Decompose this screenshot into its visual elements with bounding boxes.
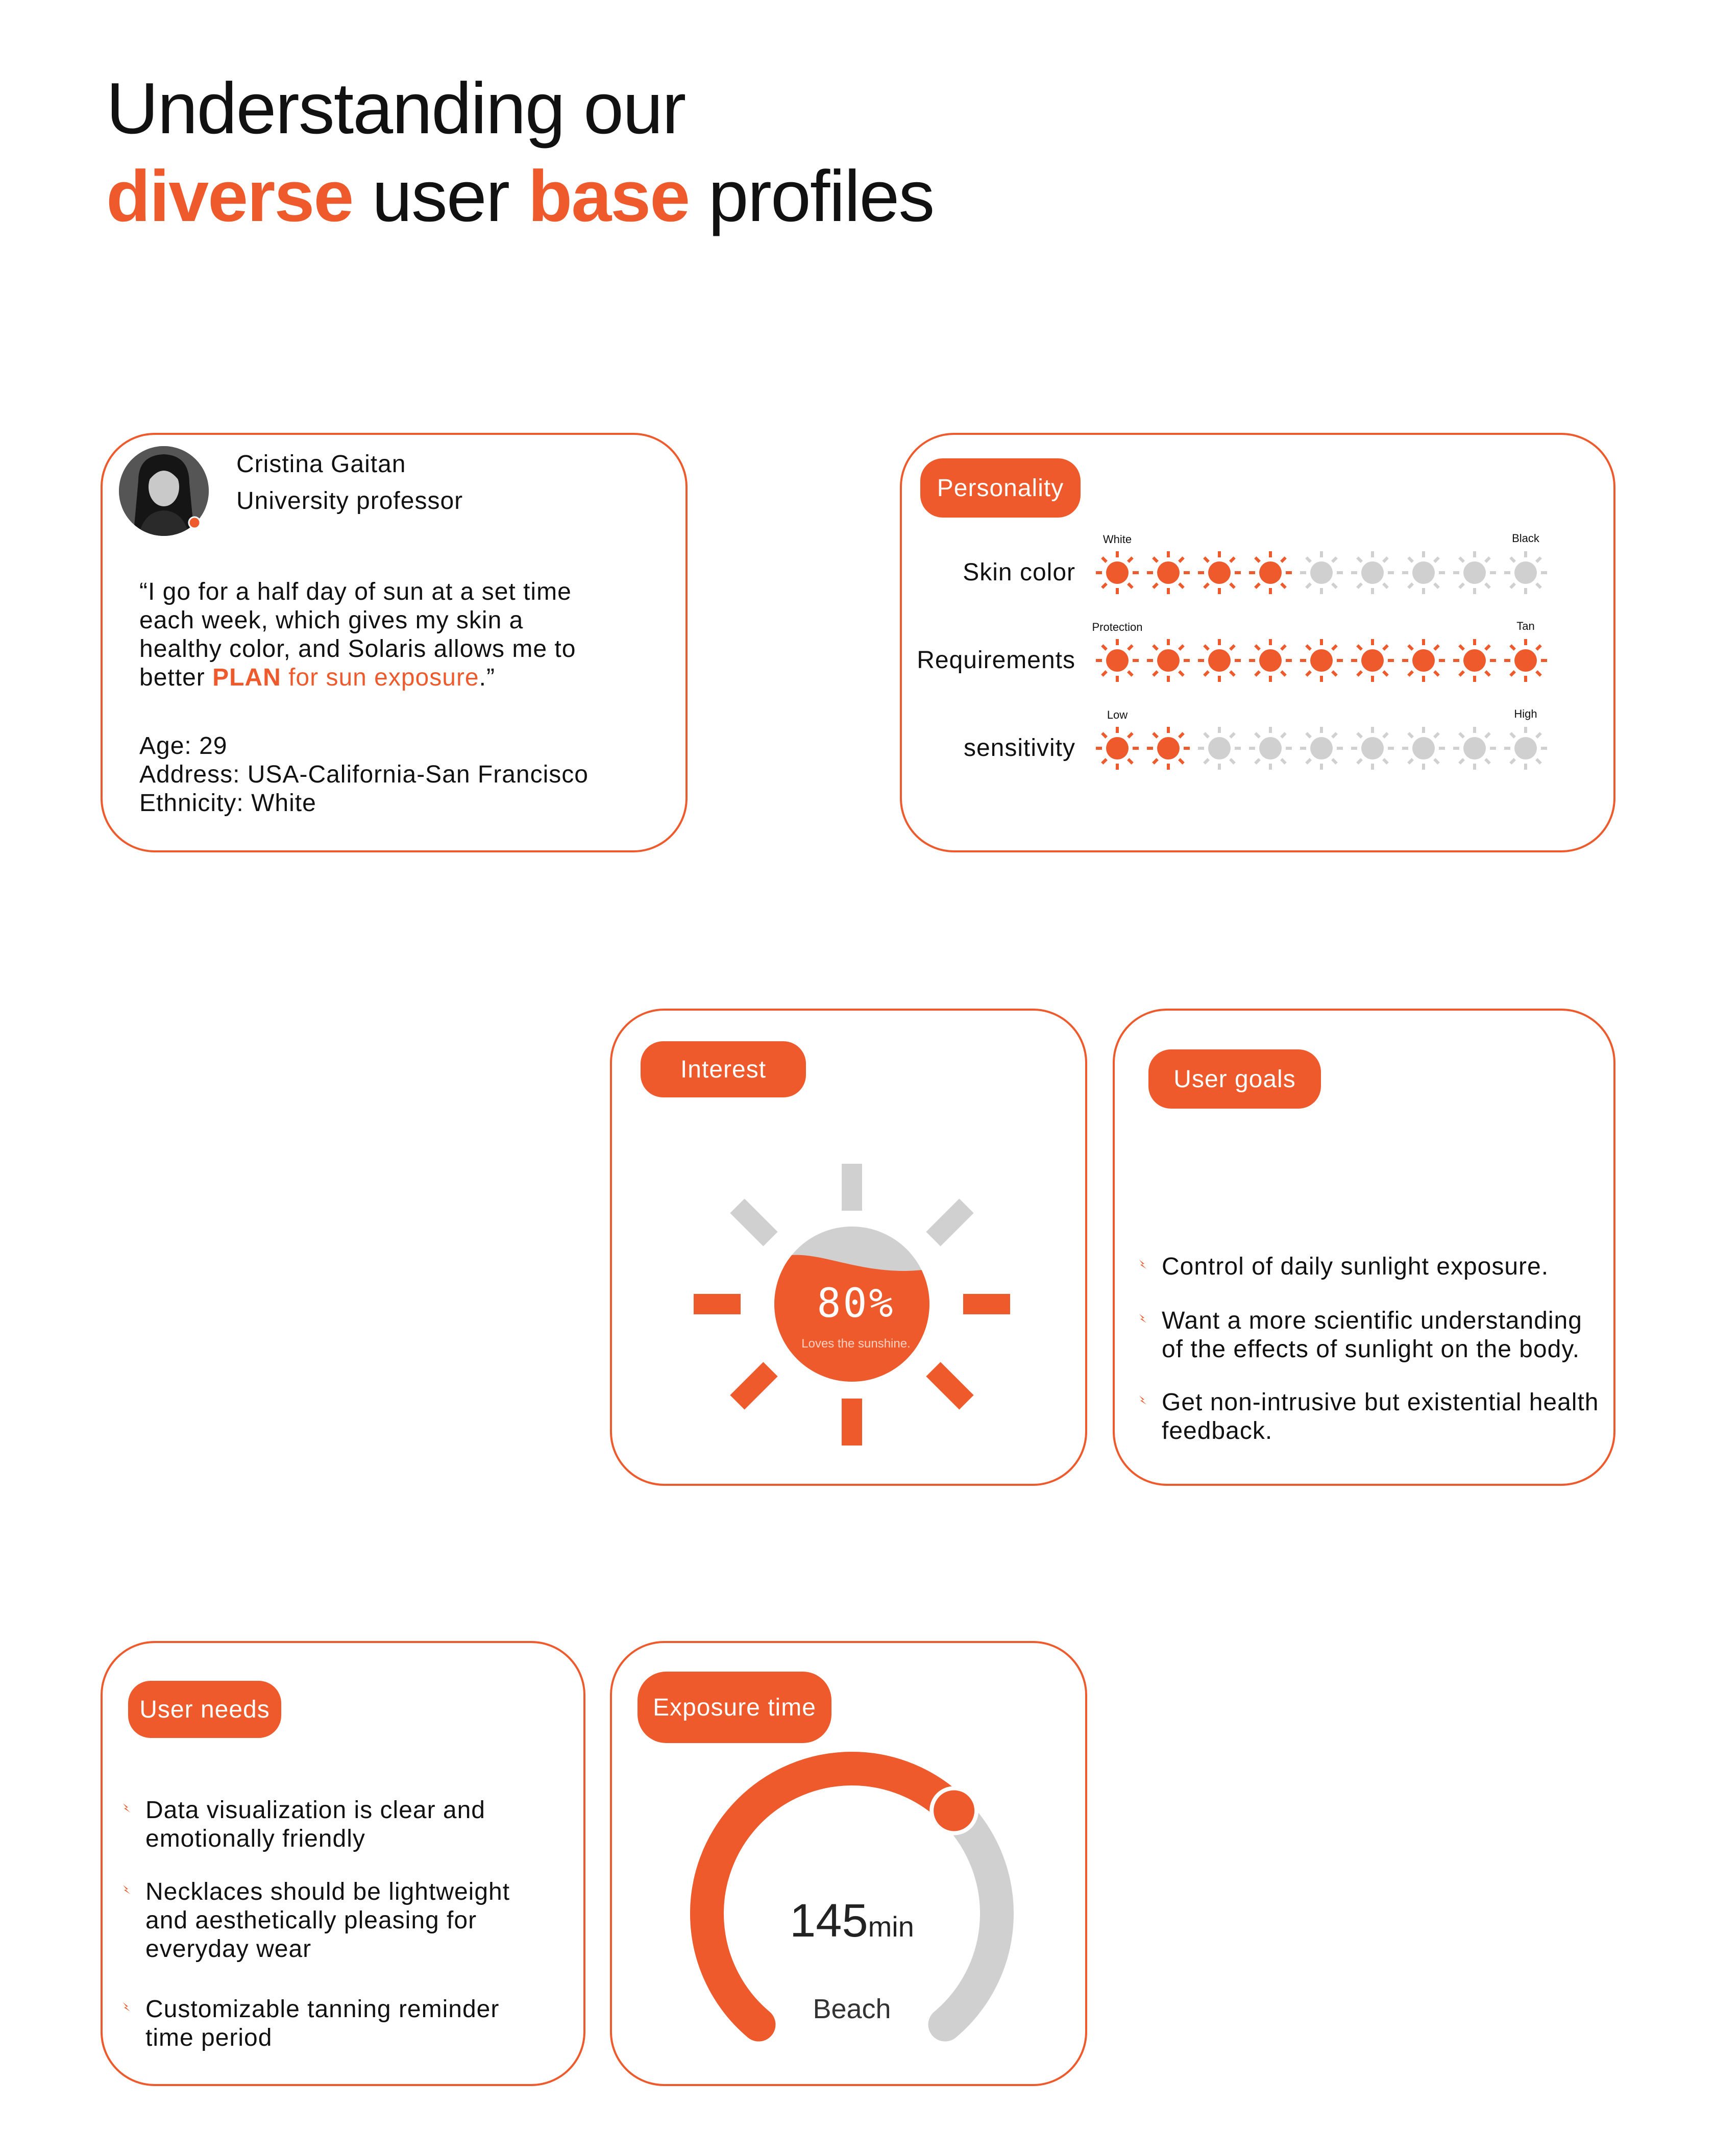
ray-bottom-right xyxy=(926,1362,973,1409)
sun-icon xyxy=(1504,727,1547,770)
sun-icon xyxy=(1300,551,1343,594)
list-item-text: Want a more scientific understanding of the effects of sunlight on the body. xyxy=(1162,1307,1582,1363)
needs-card xyxy=(101,1641,585,2086)
scale-label-min: White xyxy=(1102,533,1132,546)
exposure-gauge xyxy=(673,1745,1031,2062)
sun-icon xyxy=(1504,551,1547,594)
title-word-base: base xyxy=(528,156,690,237)
goals-list xyxy=(1115,1011,1618,1488)
ray-right xyxy=(963,1294,1010,1314)
quote-text: “I go for a half day of sun at a set time each week, which gives my skin a healthy color, and Solaris allows me to better xyxy=(139,578,576,691)
title-word-diverse: diverse xyxy=(106,156,353,237)
scale-label-min: Low xyxy=(1107,708,1128,721)
exposure-location: Beach xyxy=(813,1994,891,2024)
list-item xyxy=(145,1796,554,1853)
profile-address: Address: USA-California-San Francisco xyxy=(139,761,589,788)
sun-icon xyxy=(1504,639,1547,682)
interest-tag: Interest xyxy=(641,1041,806,1097)
sun-icon xyxy=(1249,639,1292,682)
list-item xyxy=(1162,1253,1601,1281)
personality-row-label: Skin color xyxy=(963,559,1075,586)
sun-rating-row xyxy=(1092,635,1602,686)
title-word-user: user xyxy=(353,156,528,237)
sun-icon xyxy=(1198,551,1241,594)
page-title-line2 xyxy=(106,153,934,240)
ray-left xyxy=(694,1294,741,1314)
interest-percent: 80% xyxy=(817,1281,895,1327)
interest-card xyxy=(610,1009,1087,1486)
gauge-knob[interactable] xyxy=(932,1788,976,1833)
bolt-icon xyxy=(121,2001,132,2013)
goals-tag: User goals xyxy=(1148,1049,1321,1109)
sun-icon xyxy=(1300,727,1343,770)
list-item xyxy=(145,1878,554,1964)
portrait-avatar-icon xyxy=(118,445,210,537)
exposure-unit: min xyxy=(868,1910,914,1943)
exposure-value: 145 xyxy=(790,1895,868,1947)
page-title-line1 xyxy=(106,65,685,152)
bolt-icon xyxy=(1137,1259,1148,1270)
list-item-text: Control of daily sunlight exposure. xyxy=(1162,1253,1549,1280)
title-word-profiles: profiles xyxy=(689,156,934,237)
interest-caption: Loves the sunshine. xyxy=(801,1337,911,1351)
ray-top-left xyxy=(730,1198,777,1246)
sun-icon xyxy=(1096,727,1139,770)
sun-icon xyxy=(1453,639,1496,682)
exposure-readout xyxy=(790,1895,914,1947)
sun-icon xyxy=(1249,727,1292,770)
sun-icon xyxy=(1351,727,1394,770)
bolt-icon xyxy=(121,1802,132,1814)
exposure-tag: Exposure time xyxy=(638,1672,831,1743)
ray-bottom-left xyxy=(730,1362,777,1409)
list-item-text: Get non-intrusive but existential health feedback. xyxy=(1162,1389,1599,1444)
ray-bottom xyxy=(842,1399,862,1446)
profile-name: Cristina Gaitan xyxy=(236,451,406,478)
sun-icon xyxy=(1453,727,1496,770)
title-text: Understanding our xyxy=(106,68,685,149)
interest-sun-gauge xyxy=(694,1164,1010,1450)
ray-top-right xyxy=(926,1198,973,1246)
list-item-text: Data visualization is clear and emotionally friendly xyxy=(145,1797,485,1852)
personality-tag: Personality xyxy=(920,458,1081,518)
personality-card xyxy=(900,433,1615,852)
list-item-text: Customizable tanning reminder time period xyxy=(145,1996,500,2051)
needs-list xyxy=(103,1643,587,2088)
sun-icon xyxy=(1147,727,1190,770)
sun-icon xyxy=(1147,639,1190,682)
bolt-icon xyxy=(1137,1394,1148,1406)
sun-icon xyxy=(1198,639,1241,682)
goals-card xyxy=(1113,1009,1615,1486)
sun-icon xyxy=(1300,639,1343,682)
sun-icon xyxy=(1096,551,1139,594)
profile-occupation: University professor xyxy=(236,487,463,514)
personality-rows xyxy=(902,435,1618,854)
exposure-card xyxy=(610,1641,1087,2086)
sun-icon xyxy=(1402,727,1445,770)
sun-icon xyxy=(1402,639,1445,682)
sun-rating-row xyxy=(1092,547,1602,598)
quote-highlight-plan: PLAN xyxy=(212,664,281,691)
sun-icon xyxy=(1198,727,1241,770)
sun-icon xyxy=(1453,551,1496,594)
profile-ethnicity: Ethnicity: White xyxy=(139,790,316,817)
needs-tag: User needs xyxy=(128,1681,281,1738)
bolt-icon xyxy=(1137,1313,1148,1324)
list-item-text: Necklaces should be lightweight and aesthetically pleasing for everyday wear xyxy=(145,1878,510,1963)
scale-label-max: Tan xyxy=(1516,620,1535,632)
sun-rating-row xyxy=(1092,723,1602,774)
avatar xyxy=(118,445,210,537)
profile-card xyxy=(101,433,688,852)
list-item xyxy=(145,1995,554,2052)
list-item xyxy=(1162,1307,1601,1364)
scale-label-min: Protection xyxy=(1092,621,1143,633)
sun-icon xyxy=(1096,639,1139,682)
personality-row-label: Requirements xyxy=(917,647,1075,674)
profile-age: Age: 29 xyxy=(139,732,228,760)
status-dot xyxy=(189,517,200,528)
sun-icon xyxy=(1147,551,1190,594)
profile-quote xyxy=(139,578,599,692)
sun-icon xyxy=(1351,639,1394,682)
quote-end: .” xyxy=(479,664,495,691)
ray-top xyxy=(842,1164,862,1211)
sun-icon xyxy=(1402,551,1445,594)
sun-icon xyxy=(1249,551,1292,594)
bolt-icon xyxy=(121,1884,132,1895)
sun-icon xyxy=(1351,551,1394,594)
list-item xyxy=(1162,1388,1601,1446)
quote-highlight: for sun exposure xyxy=(281,664,479,691)
personality-row-label: sensitivity xyxy=(963,734,1075,762)
scale-label-max: High xyxy=(1514,707,1537,720)
scale-label-max: Black xyxy=(1512,532,1539,545)
